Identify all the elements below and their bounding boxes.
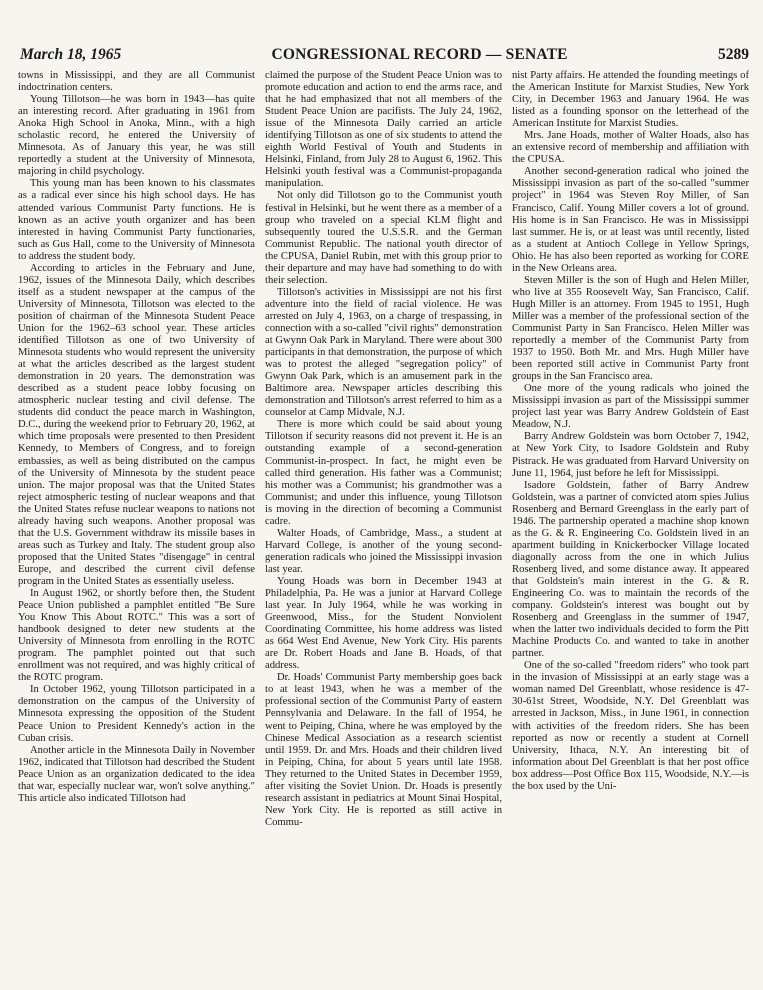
paragraph: claimed the purpose of the Student Peace Union was to promote education and action to end the arms race, and that he had emphasized that not all members of the Student Peace Union are pacifists. The July 24, 1962, issue of the Minnesota Daily carried an article identifying Tillotson as one of six students to attend the eighth World Festival of Youth and Students in Helsinki, Finland, from July 28 to August 6, 1962. This Helsinki youth festival was a Communist-propaganda manipulation.	[265, 70, 502, 190]
column-3	[512, 70, 749, 978]
paragraph: Another article in the Minnesota Daily in November 1962, indicated that Tillotson had described the Student Peace Union as an organization dedicated to the idea that war, especially nuclear war, won't solve anything." This article also indicated Tillotson had	[18, 744, 255, 804]
paragraph: Young Hoads was born in December 1943 at Philadelphia, Pa. He was a junior at Harvard College last year. In July 1964, while he was working in Greenwood, Miss., for the Student Nonviolent Coordinating Committee, his home address was listed as 664 West End Avenue, New York City. His parents are Dr. Robert Hoads and Jane B. Hoads, of that address.	[265, 575, 502, 672]
column-1	[18, 70, 255, 978]
paragraph: Another second-generation radical who joined the Mississippi invasion as part of the so-called "summer project" in 1964 was Steven Roy Miller, of San Francisco, Calif. Young Miller covers a lot of ground. His home is in San Francisco. He was in Mississippi last summer. He is, or at least was until recently, listed as a student at Antioch College in Yellow Springs, Ohio. He has also been reported as working for CORE in the New Orleans area.	[512, 166, 749, 274]
paragraph: Walter Hoads, of Cambridge, Mass., a student at Harvard College, is another of the young second-generation radicals who joined the Mississippi invasion last year.	[265, 527, 502, 575]
text-columns	[18, 70, 749, 978]
paragraph: One of the so-called "freedom riders" who took part in the invasion of Mississippi at an early stage was a woman named Del Greenblatt, whose residence is 47-30-61st Street, Woodside, N.Y. Del Greenblatt was arrested in Jackson, Miss., in June 1961, in connection with activities of the freedom riders. She has been reported as now or recently a student at Cornell University, Ithaca, N.Y. An interesting bit of information about Del Greenblatt is that her post office box address—Post Office Box 115, Woodside, N.Y.—is the box used by the Uni-	[512, 660, 749, 792]
paragraph: nist Party affairs. He attended the founding meetings of the American Institute for Marxist Studies, New York City, in December 1963 and January 1964. He was listed as a founding sponsor on the letterhead of the American Institute for Marxist Studies.	[512, 70, 749, 130]
paragraph: Tillotson's activities in Mississippi are not his first adventure into the field of racial violence. He was arrested on July 4, 1963, on a charge of trespassing, in connection with a so-called "civil rights" demonstration at Gwynn Oak Park in Maryland. There were about 300 participants in that demonstration, the purpose of which was to protest the alleged "segregation policy" of Gwynn Oak Park, which is an amusement park in the Baltimore area. Newspaper articles describing this demonstration and Tillotson's arrest referred to him as a counselor at Camp Midvale, N.J.	[265, 286, 502, 419]
column-2	[265, 70, 502, 978]
paragraph: Young Tillotson—he was born in 1943—has quite an interesting record. After graduating in 1961 from Anoka High School in Anoka, Minn., with a high scholastic record, he entered the University of Minnesota. As of January this year, he was still reportedly a student at the University of Minnesota, majoring in child psychology.	[18, 94, 255, 178]
paragraph: One more of the young radicals who joined the Mississippi invasion as part of the Mississippi summer project last year was Barry Andrew Goldstein of East Meadow, N.J.	[512, 383, 749, 431]
paragraph: In October 1962, young Tillotson participated in a demonstration on the campus of the University of Minnesota expressing the opposition of the Student Peace Union to President Kennedy's action in the Cuban crisis.	[18, 684, 255, 744]
paragraph: Dr. Hoads' Communist Party membership goes back to at least 1943, when he was a member of the professional section of the Communist Party of eastern Pennsylvania and Delaware. In the fall of 1954, he went to Peiping, China, where he was employed by the Chinese Medical Association as a research scientist until 1959. Dr. and Mrs. Hoads and their children lived in Peiping, China, for about 5 years until late 1958. They returned to the United States in December 1959, after visiting the Soviet Union. Dr. Hoads is presently research assistant in pediatrics at Mount Sinai Hospital, New York City. He is reported as still active in Commu-	[265, 672, 502, 828]
paragraph: towns in Mississippi, and they are all Communist indoctrination centers.	[18, 70, 255, 94]
page-number: 5289	[718, 46, 749, 63]
paragraph: Steven Miller is the son of Hugh and Helen Miller, who live at 355 Roosevelt Way, San Francisco, Calif. Hugh Miller is an attorney. From 1945 to 1951, Hugh Miller was a member of the professional section of the Communist Party in San Francisco. Helen Miller was reportedly a member of the Communist Party from 1937 to 1950. Both Mr. and Mrs. Hugh Miller have been reported still active in Communist Party front groups in the San Francisco area.	[512, 274, 749, 383]
paragraph: Barry Andrew Goldstein was born October 7, 1942, at New York City, to Isadore Goldstein and Ruby Pistrack. He was graduated from Harvard University on June 11, 1964, just before he left for Mississippi.	[512, 431, 749, 479]
paragraph: This young man has been known to his classmates as a radical ever since his high school days. He has attended various Communist Party functions. He is known as an active youth organizer and has been interested in having Communist Party functionaries, such as Gus Hall, come to the University of Minnesota to address the student body.	[18, 178, 255, 262]
paragraph: In August 1962, or shortly before then, the Student Peace Union published a pamphlet entitled "Be Sure You Know This About ROTC." This was a sort of handbook designed to deter new students at the University of Minnesota from enrolling in the ROTC program. The pamphlet pointed out that such enrollment was not required, and was highly critical of the ROTC program.	[18, 588, 255, 684]
paragraph: There is more which could be said about young Tillotson if security reasons did not prevent it. He is an outstanding example of a second-generation Communist-in-prospect. In fact, he might even be called third generation. His father was a Communist; his mother was a Communist; his grandmother was a Communist; and under this influence, young Tillotson is moving in the direction of becoming a Communist cadre.	[265, 419, 502, 527]
paragraph: Isadore Goldstein, father of Barry Andrew Goldstein, was a partner of convicted atom spies Julius Rosenberg and Bernard Greenglass in the early part of 1946. The partnership operated a machine shop known as the G. & R. Engineering Co. Goldstein lived in an apartment building in Knickerbocker Village located diagonally across from the one in which Julius Rosenberg lived, and some distance away. It appeared that Goldstein's main interest in the G. & R. Engineering Co. was to maintain the records of the company. Goldstein's interest was bought out by Rosenberg and Greenglass in the summer of 1947, when the latter two individuals decided to form the Pitt Machine Products Co. and wanted to take in another partner.	[512, 479, 749, 660]
paragraph: According to articles in the February and June, 1962, issues of the Minnesota Daily, which describes itself as a student newspaper at the campus of the University of Minnesota, Tillotson was elected to the position of chairman of the Minnesota Student Peace Union for the 1962–63 school year. These articles identified Tillotson as one of two University of Minnesota students who would represent the university at what the articles described as the largest student demonstration in 20 years. The demonstration was described as a student peace lobby focusing on atmospheric nuclear testing and civil defense. The students did conduct the peace march in Washington, D.C., during the weekend prior to February 20, 1962, at which time proposals were presented to then President Kennedy, to Members of Congress, and to foreign embassies, as well as being distributed on the campus of the University of Minnesota by the student peace union. The major proposal was that the United States reject atmospheric testing of nuclear weapons and that the United States refuse nuclear weapons to nations not already having such weapons. Another proposal was that the U.S. Government withdraw its missile bases in areas such as Turkey and Italy. The student group also proposed that the United States "disengage" in central Europe, and described the current civil defense program in the United States as essentially useless.	[18, 262, 255, 587]
issue-date: March 18, 1965	[20, 46, 122, 63]
paragraph: Not only did Tillotson go to the Communist youth festival in Helsinki, but he went there as a member of a group who traveled on a special KLM flight and subsequently toured the U.S.S.R. and the German Communist Republic. The national youth director of the CPUSA, Daniel Rubin, met with this group prior to their departure and may have had something to do with their selection.	[265, 190, 502, 286]
paragraph: Mrs. Jane Hoads, mother of Walter Hoads, also has an extensive record of membership and affiliation with the CPUSA.	[512, 130, 749, 166]
publication-title: CONGRESSIONAL RECORD — SENATE	[271, 46, 568, 63]
page-header	[20, 46, 749, 64]
